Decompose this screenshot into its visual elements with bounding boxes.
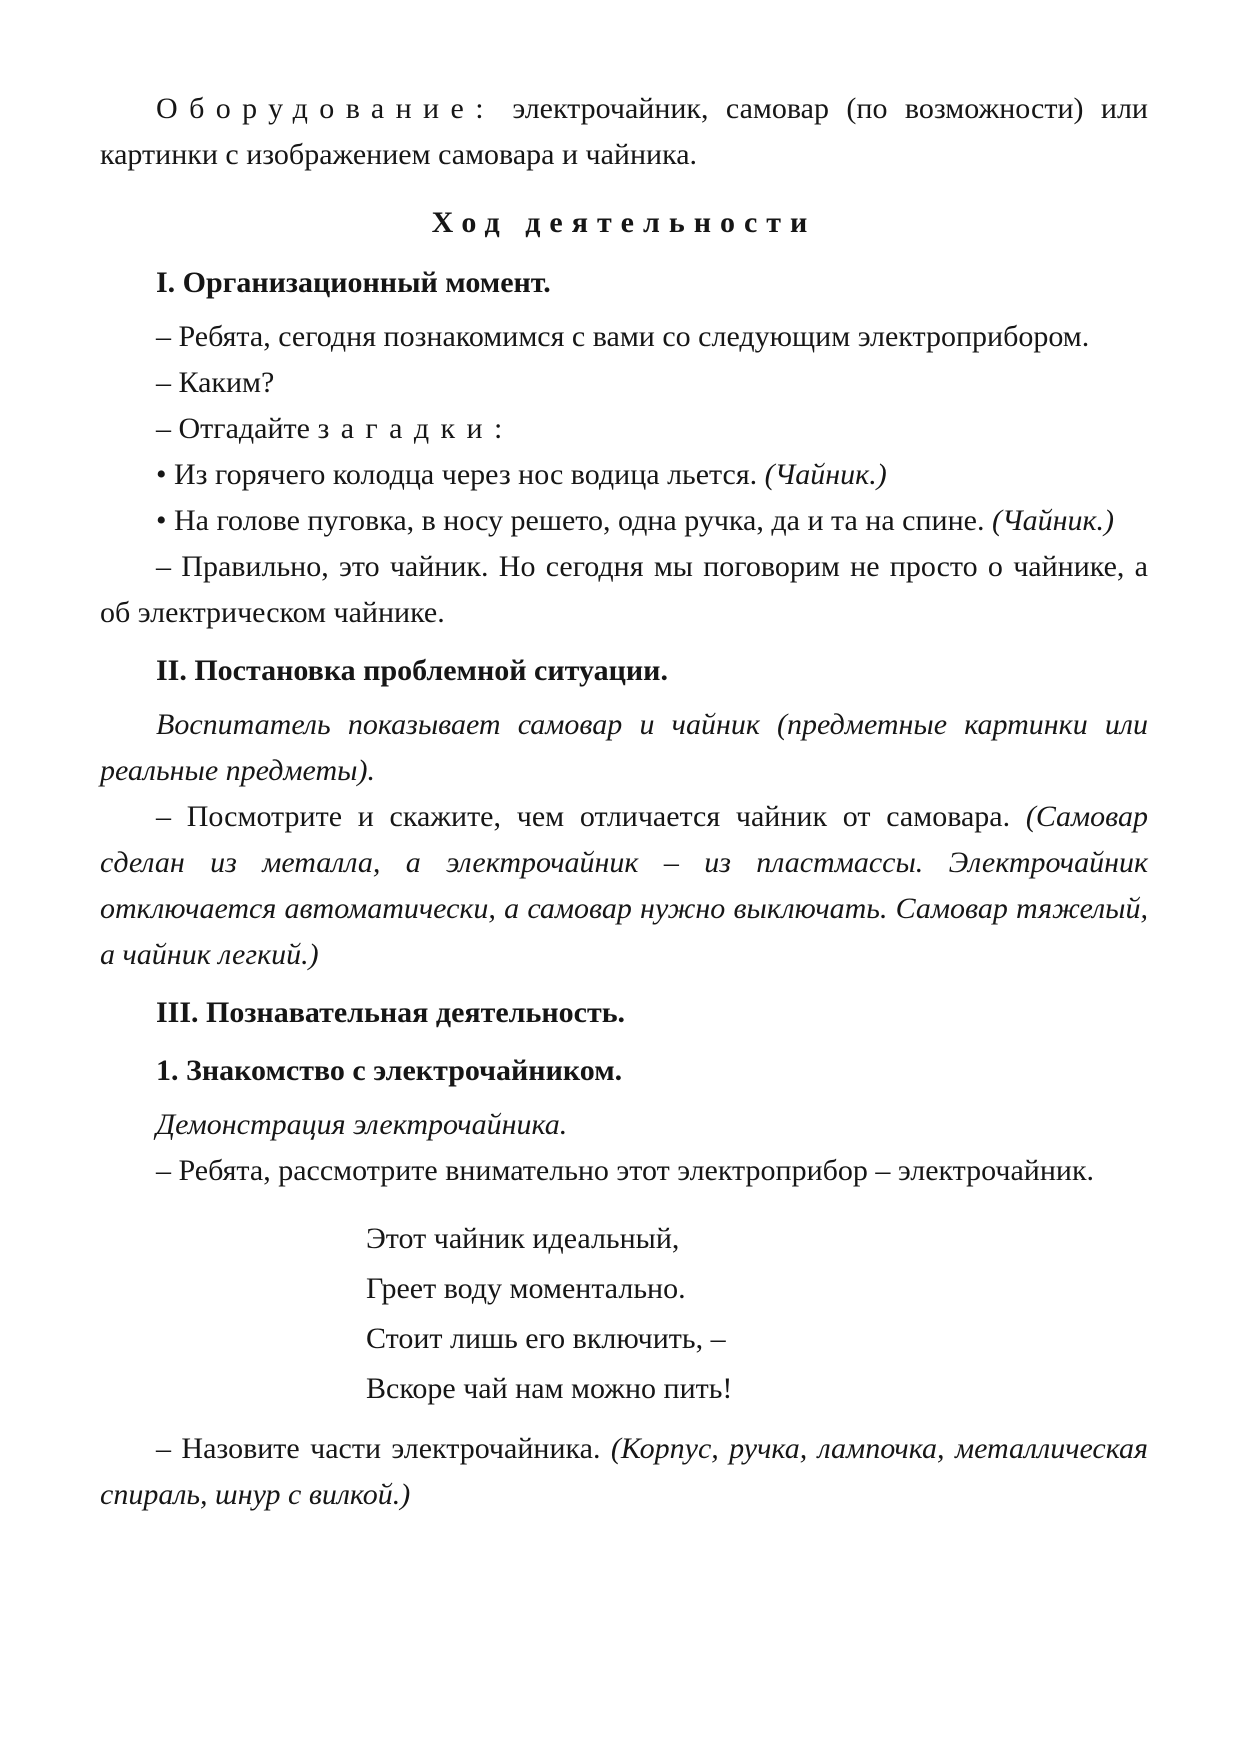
- poem-line-1: Этот чайник идеальный,: [366, 1222, 680, 1255]
- section2-paragraph-1: [100, 794, 1148, 978]
- section3-subsection1-title: 1. Знакомство с электрочайником.: [156, 1054, 623, 1087]
- section2-teacher-note: Воспитатель показывает самовар и чайник (предметные картинки или реальные предметы).: [100, 708, 1148, 787]
- riddle-2: [100, 498, 1148, 544]
- section1-paragraph-2: – Каким?: [156, 366, 275, 399]
- section3-paragraph-1: – Ребята, рассмотрите внимательно этот электроприбор – электрочайник.: [156, 1154, 1095, 1187]
- section3-paragraph-2: [100, 1426, 1148, 1518]
- equipment-paragraph: [100, 86, 1148, 178]
- section3-title: III. Познавательная деятельность.: [156, 996, 626, 1029]
- section2-title: II. Постановка проблемной ситуации.: [156, 654, 668, 687]
- riddle-1-answer: (Чайник.): [764, 458, 887, 491]
- kettle-parts-answer: (Корпус, ручка, лампочка, металлическая спираль, шнур с вилкой.): [100, 1432, 1148, 1511]
- section2-answer: (Самовар сделан из металла, а электрочайник – из пластмассы. Электрочайник отключается автоматически, а самовар нужно выключать. Самовар тяжелый, а чайник легкий.): [100, 800, 1148, 971]
- section1-paragraph-3: [100, 406, 1148, 452]
- riddle-2-text: • На голове пуговка, в носу решето, одна ручка, да и та на спине.: [156, 504, 992, 537]
- kettle-parts-question: – Назовите части электрочайника.: [156, 1432, 611, 1465]
- poem-line-3: Стоит лишь его включить, –: [366, 1322, 726, 1355]
- poem-line-2: Греет воду моментально.: [366, 1272, 686, 1305]
- riddle-1-text: • Из горячего колодца через нос водица льется.: [156, 458, 765, 491]
- poem-line-4: Вскоре чай нам можно пить!: [366, 1372, 733, 1405]
- riddles-spaced-word: загадки:: [317, 412, 514, 445]
- section1-paragraph-4: – Правильно, это чайник. Но сегодня мы поговорим не просто о чайнике, а об электрическом чайнике.: [100, 550, 1148, 629]
- equipment-text: электрочайник, самовар (по возможности) или картинки с изображением самовара и чайника.: [100, 92, 1148, 171]
- section1-paragraph-1: – Ребята, сегодня познакомимся с вами со следующим электроприбором.: [156, 320, 1090, 353]
- course-of-activity-heading: Ход деятельности: [431, 206, 817, 239]
- section2-question: – Посмотрите и скажите, чем отличается чайник от самовара.: [156, 800, 1026, 833]
- section1-title: I. Организационный момент.: [156, 266, 551, 299]
- riddle-1: [100, 452, 1148, 498]
- equipment-label: Оборудование:: [156, 92, 495, 125]
- riddle-2-answer: (Чайник.): [991, 504, 1115, 537]
- section3-demo-note: Демонстрация электрочайника.: [156, 1108, 568, 1141]
- riddles-lead-text: – Отгадайте: [156, 412, 318, 445]
- kettle-poem: [366, 1214, 1148, 1414]
